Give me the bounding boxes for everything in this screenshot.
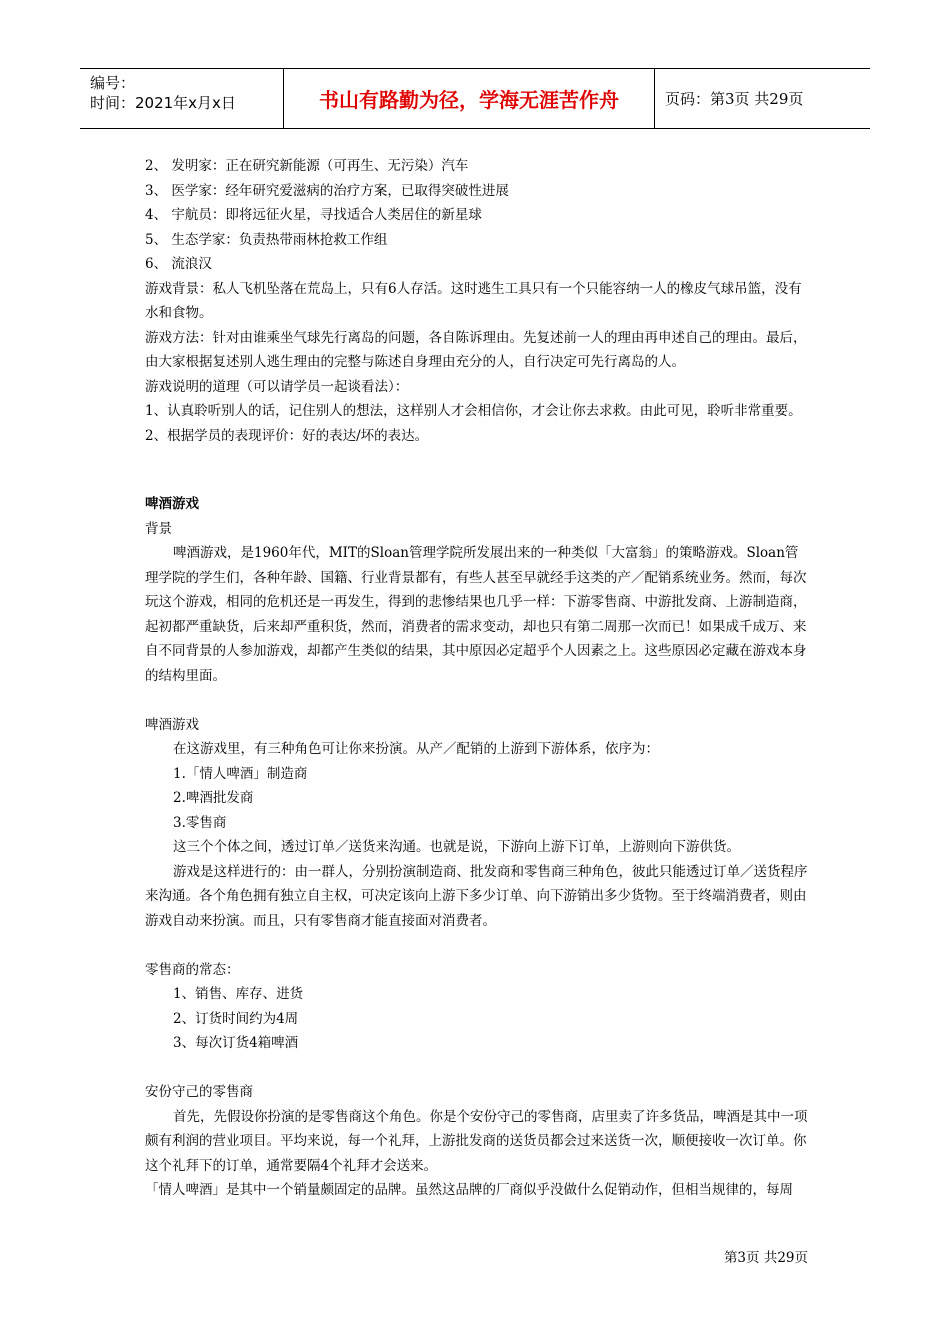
list-item: 2、 发明家：正在研究新能源（可再生、无污染）汽车 <box>145 158 469 174</box>
spacer <box>145 933 808 958</box>
content-retailer-title: 安份守己的零售商 <box>145 1084 253 1100</box>
content-retailer-paragraph: 首先，先假设你扮演的是零售商这个角色。你是个安份守己的零售商，店里卖了许多货品，啤酒是其中一项颇有利润的营业项目。平均来说，每一个礼拜，上游批发商的送货员都会过来送货一次，顺便接收一次订单。你这个礼拜下的订单，通常要隔4个礼拜才会送来。 <box>145 1108 808 1174</box>
section-title: 啤酒游戏 <box>145 496 199 512</box>
header-motto: 书山有路勤为径，学海无涯苦作舟 <box>283 69 655 128</box>
page-footer: 第3页 共29页 <box>723 1250 808 1266</box>
spacer <box>145 688 808 713</box>
number-label: 编号： <box>90 74 136 92</box>
header-page-info: 页码：第3页 共29页 <box>665 90 804 108</box>
list-item: 1.「情人啤酒」制造商 <box>173 765 308 782</box>
list-item: 3.零售商 <box>173 814 227 831</box>
list-item: 5、 生态学家：负责热带雨林抢救工作组 <box>145 231 388 248</box>
document-body <box>145 154 808 1203</box>
list-item: 4、 宇航员：即将远征火星，寻找适合人类居住的新星球 <box>145 207 482 223</box>
game-process: 游戏是这样进行的：由一群人，分别扮演制造商、批发商和零售商三种角色，彼此只能透过订单／送货程序来沟通。各个角色拥有独立自主权，可决定该向上游下多少订单、向下游销出多少货物。至于终端消费者，则由游戏自动来扮演。而且，只有零售商才能直接面对消费者。 <box>145 863 808 929</box>
game-lesson-title: 游戏说明的道理（可以请学员一起谈看法）： <box>145 378 409 395</box>
spacer <box>145 448 808 492</box>
list-item: 3、每次订货4箱啤酒 <box>173 1035 299 1051</box>
roles-communication: 这三个个体之间，透过订单／送货来沟通。也就是说，下游向上游下订单，上游则向下游供货。 <box>173 839 740 855</box>
header-meta <box>80 69 283 128</box>
list-item: 3、 医学家：经年研究爱滋病的治疗方案，已取得突破性进展 <box>145 182 509 199</box>
game-background: 游戏背景：私人飞机坠落在荒岛上，只有6人存活。这时逃生工具只有一个只能容纳一人的橡皮气球吊篮，没有水和食物。 <box>145 280 802 321</box>
background-label: 背景 <box>145 520 172 537</box>
brand-paragraph: 「情人啤酒」是其中一个销量颇固定的品牌。虽然这品牌的厂商似乎没做什么促销动作，但相当规律的，每周 <box>145 1182 793 1198</box>
spacer <box>145 1056 808 1081</box>
list-item: 2、订货时间约为4周 <box>173 1010 299 1027</box>
retailer-norm-title: 零售商的常态： <box>145 961 240 978</box>
list-item: 1、销售、库存、进货 <box>173 986 304 1002</box>
list-item: 2、根据学员的表现评价：好的表达/坏的表达。 <box>145 427 429 444</box>
background-paragraph: 啤酒游戏，是1960年代，MIT的Sloan管理学院所发展出来的一种类似「大富翁」的策略游戏。Sloan管理学院的学生们，各种年龄、国籍、行业背景都有，有些人甚至早就经手这类的产／配销系统业务。然而，每次玩这个游戏，相同的危机还是一再发生，得到的悲惨结果也几乎一样：下游零售商、中游批发商、上游制造商，起初都严重缺货，后来却严重积货，然而，消费者的需求变动，却也只有第二周那一次而已！如果成千成万、来自不同背景的人参加游戏，却都产生类似的结果，其中原因必定超乎个人因素之上。这些原因必定藏在游戏本身的结构里面。 <box>145 545 807 684</box>
list-item: 2.啤酒批发商 <box>173 790 254 806</box>
list-item: 6、 流浪汉 <box>145 256 212 272</box>
time-label: 时间：2021年x月x日 <box>90 94 236 112</box>
game-method: 游戏方法：针对由谁乘坐气球先行离岛的问题，各自陈诉理由。先复述前一人的理由再申述自己的理由。最后，由大家根据复述别人逃生理由的完整与陈述自身理由充分的人，自行决定可先行离岛的人。 <box>145 329 807 370</box>
beer-game-label: 啤酒游戏 <box>145 716 199 733</box>
roles-intro: 在这游戏里，有三种角色可让你来扮演。从产／配销的上游到下游体系，依序为： <box>173 741 659 757</box>
list-item: 1、认真聆听别人的话，记住别人的想法，这样别人才会相信你，才会让你去求救。由此可见，聆听非常重要。 <box>145 403 802 419</box>
page-header <box>80 68 870 129</box>
